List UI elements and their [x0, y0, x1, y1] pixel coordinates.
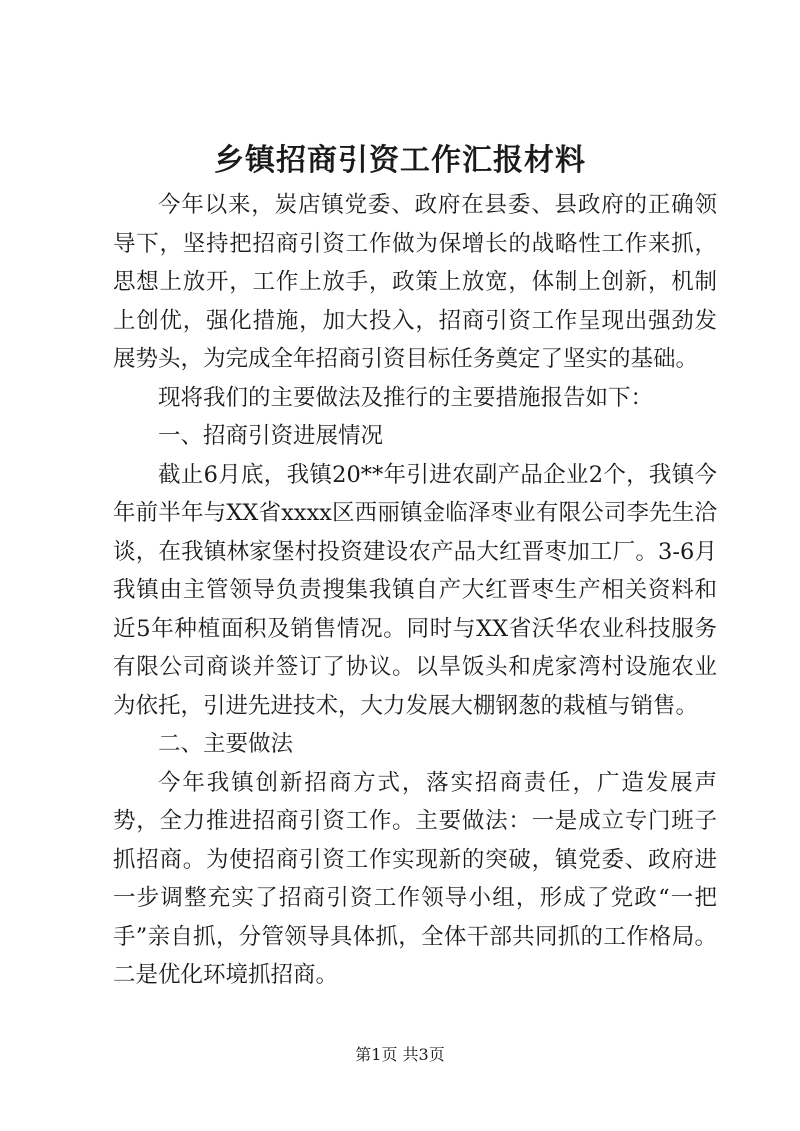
document-body — [113, 186, 717, 995]
section-heading-progress: 一、招商引资进展情况 — [158, 423, 384, 449]
document-title: 乡镇招商引资工作汇报材料 — [214, 143, 586, 178]
section-heading-methods: 二、主要做法 — [158, 731, 294, 757]
paragraph-intro: 今年以来，炭店镇党委、政府在县委、县政府的正确领导下，坚持把招商引资工作做为保增长的战略性工作来抓，思想上放开，工作上放手，政策上放宽，体制上创新，机制上创优，强化措施，加大投入，招商引资工作呈现出强劲发展势头，为完成全年招商引资目标任务奠定了坚实的基础。 — [113, 192, 717, 372]
paragraph-methods: 今年我镇创新招商方式，落实招商责任，广造发展声势，全力推进招商引资工作。主要做法：一是成立专门班子抓招商。为使招商引资工作实现新的突破，镇党委、政府进一步调整充实了招商引资工作领导小组，形成了党政“一把手”亲自抓，分管领导具体抓，全体干部共同抓的工作格局。二是优化环境抓招商。 — [113, 769, 717, 988]
page-number-footer: 第1页 共3页 — [355, 1045, 445, 1064]
paragraph-progress: 截止6月底，我镇20**年引进农副产品企业2个，我镇今年前半年与XX省xxxx区西丽镇金临泽枣业有限公司李先生洽谈，在我镇林家堡村投资建设农产品大红晋枣加工厂。3-6月我镇由主管领导负责搜集我镇自产大红晋枣生产相关资料和近5年种植面积及销售情况。同时与XX省沃华农业科技服务有限公司商谈并签订了协议。以旱饭头和虎家湾村设施农业为依托，引进先进技术，大力发展大棚钢葱的栽植与销售。 — [113, 461, 717, 719]
paragraph-report-lead: 现将我们的主要做法及推行的主要措施报告如下： — [158, 384, 654, 411]
